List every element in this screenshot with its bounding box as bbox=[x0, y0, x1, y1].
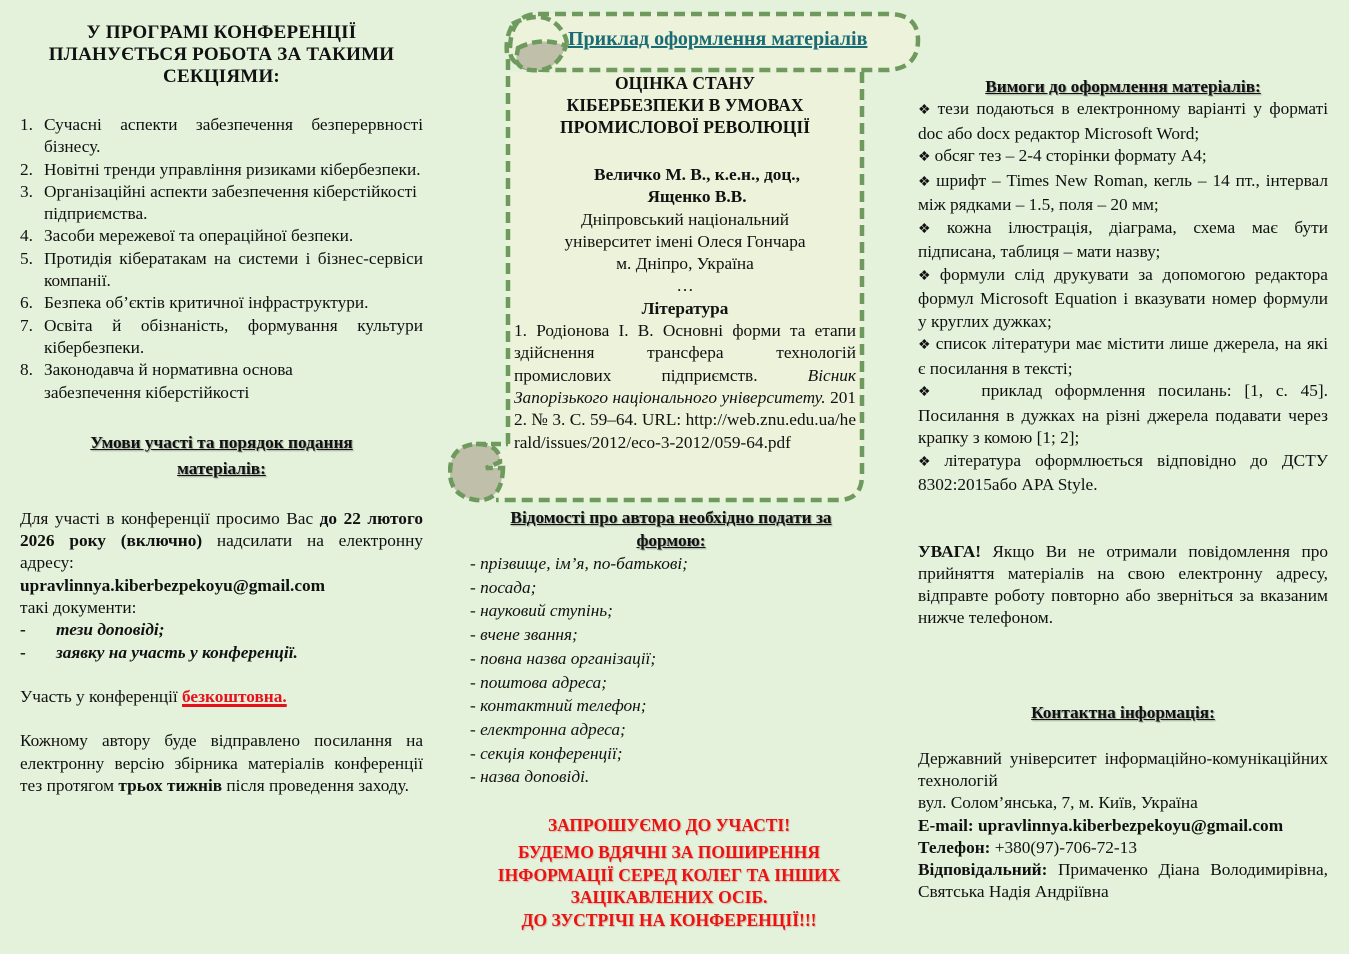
references-heading: Література bbox=[641, 298, 729, 318]
contact-email: E-mail: upravlinnya.kiberbezpekoyu@gmail.com bbox=[918, 815, 1284, 835]
section-item: 4. Засоби мережевої та операційної безпеки. bbox=[20, 226, 354, 246]
diamond-bullet-icon: ❖ bbox=[918, 268, 936, 284]
diamond-bullet-icon: ❖ bbox=[918, 150, 931, 165]
requirement-item: ❖ приклад оформлення посилань: [1, с. 45]. Посилання в дужках на різні джерела подавати через крапку з комою [1; 2]; bbox=[918, 381, 1333, 447]
scroll-bottom-curl bbox=[450, 444, 503, 500]
requirement-item: ❖ тези подаються в електронному варіанті у форматі doc або docx редактор Microsoft Word; bbox=[918, 99, 1328, 143]
ellipsis: … bbox=[676, 276, 694, 296]
author-info-list bbox=[470, 552, 872, 789]
scroll-title: Приклад оформлення матеріалів bbox=[568, 28, 868, 50]
list-item: - повна назва організації; bbox=[470, 648, 657, 668]
list-item: - посада; bbox=[470, 577, 537, 597]
contact-heading: Контактна інформація: bbox=[1031, 702, 1215, 722]
contact-email-link[interactable]: upravlinnya.kiberbezpekoyu@gmail.com bbox=[973, 815, 1284, 835]
right-column bbox=[918, 0, 1333, 904]
documents-label: такі документи: bbox=[20, 598, 137, 618]
attention-label: УВАГА! bbox=[918, 541, 981, 561]
section-item: 5. Протидія кібератакам на системи і бізнес-сервіси компанії. bbox=[20, 248, 423, 291]
diamond-bullet-icon: ❖ bbox=[918, 454, 941, 470]
paper-authors: Величко М. В., к.е.н., доц., Ященко В.В. bbox=[594, 165, 800, 207]
requirement-item: ❖ список літератури має містити лише джерела, на які є посилання в тексті; bbox=[918, 334, 1328, 378]
contact-address: вул. Солом’янська, 7, м. Київ, Україна bbox=[918, 793, 1198, 813]
list-item: - секція конференції; bbox=[470, 743, 623, 763]
requirement-item: ❖ шрифт – Times New Roman, кегль – 14 пт., інтервал між рядками – 1.5, поля – 20 мм; bbox=[918, 170, 1328, 214]
sample-abstract bbox=[514, 72, 856, 454]
proceedings-note: Кожному автору буде відправлено посилання на електронну версію збірника матеріалів конференції тез протягом трьох тижнів після проведення заходу. bbox=[20, 731, 423, 795]
paper-affiliation: Дніпровський національний університет імені Олеся Гончара м. Дніпро, Україна bbox=[564, 209, 806, 274]
reference-item: 1. Родіонова І. В. Основні форми та етапи здійснення трансфера технологій промислових підприємств. Вісник Запорізького національного університету. 2012. № 3. С. 59–64. URL: http://web.znu.edu.ua/herald/issues/2012/eco-3-2012/059-64.pdf bbox=[514, 321, 856, 452]
requirement-item: ❖ обсяг тез – 2-4 сторінки формату А4; bbox=[918, 146, 1207, 165]
invitation-block: ЗАПРОШУЄМО ДО УЧАСТІ! БУДЕМО ВДЯЧНІ ЗА ПОШИРЕННЯ ІНФОРМАЦІЇ СЕРЕД КОЛЕГ ТА ІНШИХ ЗАЦІКАВЛЕНИХ ОСІБ. ДО ЗУСТРІЧІ НА КОНФЕРЕНЦІЇ!!! bbox=[497, 815, 841, 931]
contact-responsible: Відповідальний: Примаченко Діана Володимирівна, Святська Надія Андріївна bbox=[918, 860, 1328, 902]
attention-note: УВАГА! Якщо Ви не отримали повідомлення про прийняття матеріалів на свою електронну адресу, відправте роботу повторно або зверніться за вказаним нижче телефоном. bbox=[918, 541, 1328, 628]
section-item: 8. Законодавча й нормативна основа забезпечення кіберстійкості bbox=[20, 360, 293, 402]
contact-phone: Телефон: +380(97)-706-72-13 bbox=[918, 837, 1137, 857]
contact-info bbox=[918, 748, 1328, 904]
conditions-heading: Умови участі та порядок подання матеріалів: bbox=[90, 432, 353, 478]
list-item: - назва доповіді. bbox=[470, 767, 590, 787]
list-item: - контактний телефон; bbox=[470, 696, 647, 716]
requirement-item: ❖ кожна ілюстрація, діаграма, схема має бути підписана, таблиця – мати назву; bbox=[918, 217, 1328, 261]
left-column bbox=[20, 0, 423, 797]
requirement-item: ❖ література оформлюється відповідно до ДСТУ 8302:2015або APA Style. bbox=[918, 450, 1328, 494]
document-item: - заявку на участь у конференції. bbox=[20, 642, 298, 662]
author-info-heading: Відомості про автора необхідно подати за формою: bbox=[510, 508, 832, 550]
list-item: - прізвище, ім’я, по-батькові; bbox=[470, 554, 688, 573]
program-heading: У ПРОГРАМІ КОНФЕРЕНЦІЇ ПЛАНУЄТЬСЯ РОБОТА ЗА ТАКИМИ СЕКЦІЯМИ: bbox=[48, 22, 395, 87]
section-item: 6. Безпека об’єктів критичної інфраструктури. bbox=[20, 293, 369, 313]
contact-university: Державний університет інформаційно-комунікаційних технологій bbox=[918, 748, 1328, 790]
diamond-bullet-icon: ❖ bbox=[918, 174, 933, 190]
submission-email[interactable]: upravlinnya.kiberbezpekoyu@gmail.com bbox=[20, 575, 326, 595]
section-item: 7. Освіта й обізнаність, формування культури кібербезпеки. bbox=[20, 315, 423, 357]
deadline: до 22 лютого 2026 року (включно) bbox=[20, 508, 424, 551]
diamond-bullet-icon: ❖ bbox=[918, 103, 934, 118]
requirements-heading: Вимоги до оформлення матеріалів: bbox=[985, 77, 1261, 96]
free-participation: Участь у конференції безкоштовна. bbox=[20, 686, 287, 706]
requirement-item: ❖ формули слід друкувати за допомогою редактора формул Microsoft Equation і вказувати номер формули у круглих дужках; bbox=[918, 264, 1328, 331]
diamond-bullet-icon: ❖ bbox=[918, 338, 932, 353]
author-info-section bbox=[470, 506, 872, 789]
requirements-list bbox=[918, 98, 1333, 497]
sections-list bbox=[20, 114, 423, 404]
list-item: - поштова адреса; bbox=[470, 672, 607, 692]
document-item: - тези доповіді; bbox=[20, 620, 165, 640]
diamond-bullet-icon: ❖ bbox=[918, 385, 940, 400]
section-item: 2. Новітні тренди управління ризиками кібербезпеки. bbox=[20, 159, 421, 179]
paper-title: ОЦІНКА СТАНУ КІБЕРБЕЗПЕКИ В УМОВАХ ПРОМИСЛОВОЇ РЕВОЛЮЦІЇ bbox=[559, 73, 811, 137]
section-item: 3. Організаційні аспекти забезпечення кіберстійкості підприємства. bbox=[20, 181, 417, 224]
conditions-text: Для участі в конференції просимо Вас до 22 лютого 2026 року (включно) надсилати на електронну адресу: bbox=[20, 508, 424, 573]
diamond-bullet-icon: ❖ bbox=[918, 221, 943, 237]
list-item: - вчене звання; bbox=[470, 625, 578, 645]
section-item: 1. Сучасні аспекти забезпечення безперервності бізнесу. bbox=[20, 115, 423, 157]
list-item: - науковий ступінь; bbox=[470, 601, 613, 621]
list-item: - електронна адреса; bbox=[470, 719, 626, 739]
free-badge: безкоштовна. bbox=[182, 686, 287, 706]
